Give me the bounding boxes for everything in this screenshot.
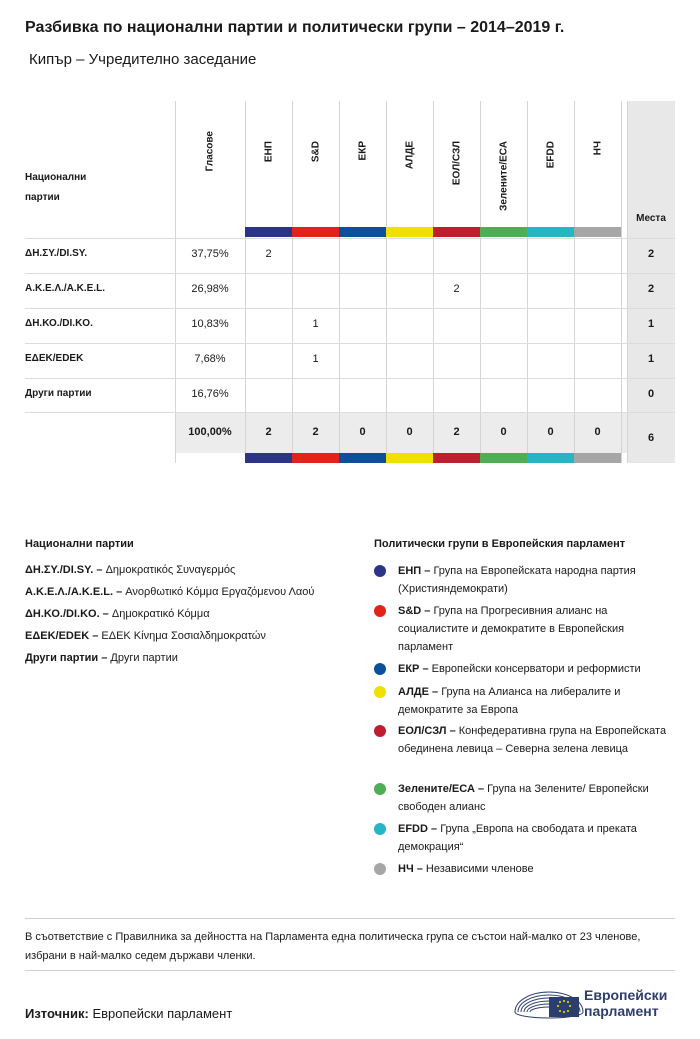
group-legend-abbr: ЕКР –	[398, 663, 429, 675]
party-label: ΔΗ.ΣΥ./DI.SY.	[25, 248, 88, 259]
results-table	[25, 101, 675, 463]
national-legend-name: ΕΔΕΚ Κίνημα Σοσιαλδημοκρατών	[101, 630, 266, 642]
national-legend-name: Δημοκρατικός Συναγερμός	[105, 564, 236, 576]
column-divider	[245, 101, 246, 463]
group-color-bar-bottom	[386, 453, 433, 463]
group-color-dot-icon	[374, 863, 386, 875]
column-divider	[339, 101, 340, 463]
group-color-bar-bottom	[527, 453, 574, 463]
group-header-5: Зелените/ЕСА	[498, 141, 509, 211]
seats-value: 1	[647, 318, 655, 330]
group-header-4: ЕОЛ/СЗЛ	[451, 141, 462, 186]
group-legend-title: Политически групи в Европейския парламент	[374, 538, 626, 550]
logo-text	[584, 987, 667, 1019]
votes-value: 16,76%	[191, 388, 229, 400]
column-divider	[175, 101, 176, 463]
group-legend-text	[398, 660, 678, 678]
group-color-bar-top	[527, 227, 574, 237]
column-divider	[574, 101, 575, 463]
party-label: Α.Κ.Ε.Λ./A.K.E.L.	[25, 283, 106, 294]
group-color-bar-top	[480, 227, 527, 237]
national-legend-item	[25, 630, 266, 642]
group-color-dot-icon	[374, 565, 386, 577]
group-color-bar-top	[245, 227, 292, 237]
column-divider	[480, 101, 481, 463]
group-color-bar-top	[574, 227, 621, 237]
group-color-bar-top	[433, 227, 480, 237]
group-legend-name: Независими членове	[425, 863, 534, 875]
column-divider	[433, 101, 434, 463]
national-legend-item	[25, 564, 235, 576]
group-legend-abbr: S&D –	[398, 605, 431, 617]
total-cell: 2	[453, 426, 460, 438]
group-header-0: ЕНП	[263, 141, 274, 163]
total-votes: 100,00%	[188, 426, 232, 438]
group-legend-abbr: ЕОЛ/СЗЛ –	[398, 725, 456, 737]
rules-note: В съответствие с Правилника за дейността на Парламента една политическа група се състои най-малко от 23 членове, избрани в най-малко седем държави членки.	[25, 931, 641, 962]
row-divider	[25, 308, 675, 309]
group-color-bar-top	[292, 227, 339, 237]
column-divider	[621, 101, 622, 463]
group-color-bar-bottom	[433, 453, 480, 463]
votes-value: 37,75%	[191, 248, 229, 260]
total-cell: 0	[406, 426, 413, 438]
group-color-dot-icon	[374, 605, 386, 617]
national-legend-abbr: ΔΗ.ΣΥ./DI.SY. –	[25, 564, 103, 576]
row-divider	[25, 273, 675, 274]
source-line	[25, 1006, 232, 1021]
national-legend-name: Други партии	[110, 652, 178, 664]
group-legend-abbr: Зелените/ЕСА –	[398, 783, 485, 795]
column-divider	[627, 101, 628, 463]
group-header-2: ЕКР	[357, 141, 368, 161]
votes-value: 26,98%	[191, 283, 229, 295]
row-divider	[25, 412, 675, 413]
national-party-header: Национални партии	[25, 172, 87, 203]
total-cell: 2	[265, 426, 272, 438]
seats-value: 0	[647, 388, 655, 400]
total-cell: 0	[547, 426, 554, 438]
seats-header: Места	[636, 213, 666, 224]
group-legend-abbr: ЕНП –	[398, 565, 431, 577]
column-divider	[292, 101, 293, 463]
group-color-dot-icon	[374, 783, 386, 795]
source-label: Източник:	[25, 1006, 89, 1021]
group-color-bar-bottom	[480, 453, 527, 463]
national-legend-abbr: Други партии –	[25, 652, 108, 664]
national-legend-abbr: ΕΔΕΚ/EDEK –	[25, 630, 99, 642]
group-legend-name: Европейски консерватори и реформисти	[431, 663, 641, 675]
divider	[25, 918, 675, 919]
page-subtitle: Кипър – Учредително заседание	[29, 51, 257, 68]
national-legend-abbr: ΔΗ.ΚΟ./DI.KO. –	[25, 608, 109, 620]
group-color-dot-icon	[374, 663, 386, 675]
total-cell: 2	[312, 426, 319, 438]
group-legend-abbr: EFDD –	[398, 823, 438, 835]
group-color-bar-top	[339, 227, 386, 237]
column-divider	[527, 101, 528, 463]
party-label: Други партии	[25, 388, 92, 399]
group-legend-text	[398, 860, 678, 878]
group-color-bar-top	[386, 227, 433, 237]
seat-cell: 1	[312, 353, 319, 365]
national-legend-item	[25, 652, 178, 664]
seats-value: 1	[647, 353, 655, 365]
national-legend-item	[25, 586, 314, 598]
national-legend-item	[25, 608, 210, 620]
total-seats: 6	[647, 432, 655, 444]
national-legend-title: Национални партии	[25, 538, 134, 550]
group-header-7: НЧ	[592, 141, 603, 156]
group-header-1: S&D	[310, 141, 321, 163]
group-legend-text	[398, 602, 678, 656]
group-legend-text	[398, 683, 678, 719]
group-color-bar-bottom	[574, 453, 621, 463]
source-value: Европейски парламент	[92, 1006, 233, 1021]
votes-header: Гласове	[204, 131, 216, 172]
group-legend-text	[398, 820, 678, 856]
seats-value: 2	[647, 283, 655, 295]
party-label: ΔΗ.ΚΟ./DI.KO.	[25, 318, 93, 329]
group-legend-text	[398, 562, 678, 598]
group-color-dot-icon	[374, 686, 386, 698]
group-color-dot-icon	[374, 823, 386, 835]
group-color-bar-bottom	[245, 453, 292, 463]
group-header-3: АЛДЕ	[404, 141, 415, 170]
group-legend-abbr: НЧ –	[398, 863, 423, 875]
group-color-dot-icon	[374, 725, 386, 737]
group-legend-name: Група на Прогресивния алианс на социалистите и демократите в Европейския парламент	[398, 605, 625, 653]
group-legend-name: Група на Зелените/ Европейски свободен алианс	[398, 783, 649, 813]
column-divider	[386, 101, 387, 463]
seat-cell: 2	[453, 283, 460, 295]
national-legend-abbr: Α.Κ.Ε.Λ./A.K.E.L. –	[25, 586, 123, 598]
divider	[25, 970, 675, 971]
group-legend-name: Група на Европейската народна партия (Християндемократи)	[398, 565, 636, 595]
group-color-bar-bottom	[292, 453, 339, 463]
logo-text-line2: парламент	[584, 1003, 659, 1019]
group-legend-name: Конфедеративна група на Европейската обединена левица – Северна зелена левица	[398, 725, 667, 755]
group-legend-abbr: АЛДЕ –	[398, 686, 439, 698]
group-legend-text	[398, 780, 678, 816]
group-legend-text	[398, 722, 678, 758]
party-label: ΕΔΕΚ/EDEK	[25, 353, 84, 364]
seats-column-bg	[627, 101, 675, 463]
total-cell: 0	[500, 426, 507, 438]
total-cell: 0	[594, 426, 601, 438]
national-legend-name: Δημοκρατικό Κόμμα	[111, 608, 210, 620]
national-legend-name: Ανορθωτικό Κόμμα Εργαζόμενου Λαού	[125, 586, 315, 598]
total-cell: 0	[359, 426, 366, 438]
row-divider	[25, 378, 675, 379]
group-header-6: EFDD	[545, 141, 556, 169]
group-color-bar-bottom	[339, 453, 386, 463]
logo-text-line1: Европейски	[584, 987, 668, 1003]
seats-value: 2	[647, 248, 655, 260]
page-title: Разбивка по национални партии и политически групи – 2014–2019 г.	[25, 19, 565, 36]
votes-value: 7,68%	[194, 353, 226, 365]
row-divider	[25, 238, 675, 239]
seat-cell: 2	[265, 248, 272, 260]
row-divider	[25, 343, 675, 344]
group-legend-name: Група „Европа на свободата и преката демокрация“	[398, 823, 637, 853]
votes-value: 10,83%	[191, 318, 229, 330]
seat-cell: 1	[312, 318, 319, 330]
group-legend-name: Група на Алианса на либералите и демократите за Европа	[398, 686, 621, 716]
